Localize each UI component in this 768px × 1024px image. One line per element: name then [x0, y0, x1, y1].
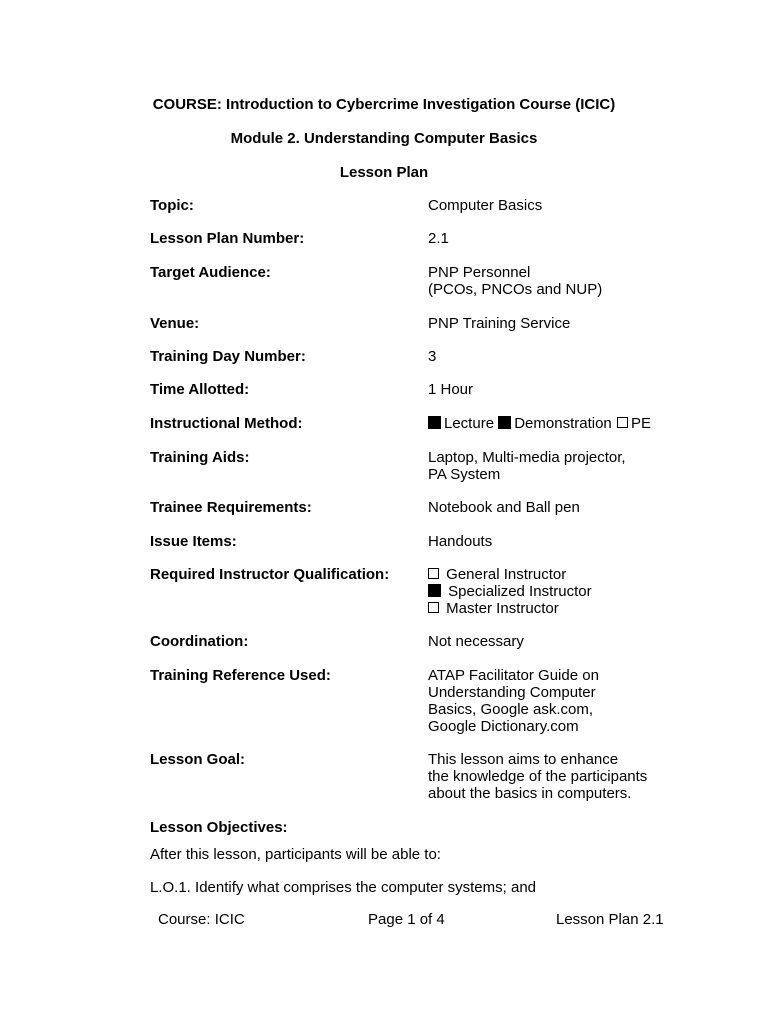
target-audience-value	[428, 264, 728, 298]
module-title: Module 2. Understanding Computer Basics	[230, 130, 538, 147]
training-day-number-value: 3	[428, 348, 437, 365]
specialized-instructor-checkbox[interactable]	[428, 584, 441, 597]
time-allotted-value: 1 Hour	[428, 381, 474, 398]
lesson-objective-item: L.O.1. Identify what comprises the computer systems; and	[150, 879, 537, 896]
time-allotted-label: Time Allotted:	[150, 381, 250, 398]
course-title: COURSE: Introduction to Cybercrime Investigation Course (ICIC)	[152, 96, 616, 113]
lesson-objectives-heading: Lesson Objectives:	[150, 819, 288, 836]
trainee-requirements-value: Notebook and Ball pen	[428, 499, 580, 516]
target-audience-line: PNP Personnel	[428, 264, 531, 281]
training-reference-label: Training Reference Used:	[150, 667, 331, 684]
training-reference-line: Google Dictionary.com	[428, 718, 579, 735]
training-reference-value	[428, 667, 728, 735]
target-audience-label: Target Audience:	[150, 264, 271, 281]
general-instructor-label: General Instructor	[446, 566, 567, 583]
instructional-method-label: Instructional Method:	[150, 415, 303, 432]
lesson-goal-value	[428, 751, 728, 802]
lesson-goal-line: This lesson aims to enhance	[428, 751, 619, 768]
pe-option-label: PE	[630, 415, 651, 432]
training-reference-line: Understanding Computer	[428, 684, 596, 701]
target-audience-line: (PCOs, PNCOs and NUP)	[428, 281, 603, 298]
demonstration-option-label: Demonstration	[514, 415, 612, 432]
lesson-plan-number-value: 2.1	[428, 230, 449, 247]
instructional-method-options	[428, 415, 728, 432]
coordination-label: Coordination:	[150, 633, 249, 650]
instructor-qualification-options	[428, 566, 728, 617]
training-aids-line: PA System	[428, 466, 501, 483]
pe-checkbox[interactable]	[617, 417, 628, 428]
training-day-number-label: Training Day Number:	[150, 348, 306, 365]
venue-label: Venue:	[150, 315, 200, 332]
instructor-qualification-label: Required Instructor Qualification:	[150, 566, 390, 583]
document-title: Lesson Plan	[339, 164, 429, 181]
lesson-goal-label: Lesson Goal:	[150, 751, 246, 768]
lesson-objectives-intro: After this lesson, participants will be able to:	[150, 846, 441, 863]
topic-label: Topic:	[150, 197, 194, 214]
trainee-requirements-label: Trainee Requirements:	[150, 499, 312, 516]
topic-value: Computer Basics	[428, 197, 543, 214]
footer-page-number: Page 1 of 4	[368, 911, 445, 928]
lesson-goal-line: about the basics in computers.	[428, 785, 632, 802]
demonstration-checkbox[interactable]	[498, 416, 511, 429]
issue-items-label: Issue Items:	[150, 533, 237, 550]
specialized-instructor-label: Specialized Instructor	[448, 583, 592, 600]
general-instructor-checkbox[interactable]	[428, 568, 439, 579]
lecture-checkbox[interactable]	[428, 416, 441, 429]
footer-lesson-plan: Lesson Plan 2.1	[556, 911, 664, 928]
footer-course: Course: ICIC	[158, 911, 245, 928]
lesson-plan-number-label: Lesson Plan Number:	[150, 230, 305, 247]
issue-items-value: Handouts	[428, 533, 493, 550]
venue-value: PNP Training Service	[428, 315, 571, 332]
lesson-goal-line: the knowledge of the participants	[428, 768, 648, 785]
training-reference-line: ATAP Facilitator Guide on	[428, 667, 599, 684]
coordination-value: Not necessary	[428, 633, 524, 650]
lecture-option-label: Lecture	[444, 415, 495, 432]
training-reference-line: Basics, Google ask.com,	[428, 701, 594, 718]
training-aids-line: Laptop, Multi-media projector,	[428, 449, 626, 466]
master-instructor-label: Master Instructor	[446, 600, 559, 617]
training-aids-value	[428, 449, 728, 483]
training-aids-label: Training Aids:	[150, 449, 250, 466]
master-instructor-checkbox[interactable]	[428, 602, 439, 613]
